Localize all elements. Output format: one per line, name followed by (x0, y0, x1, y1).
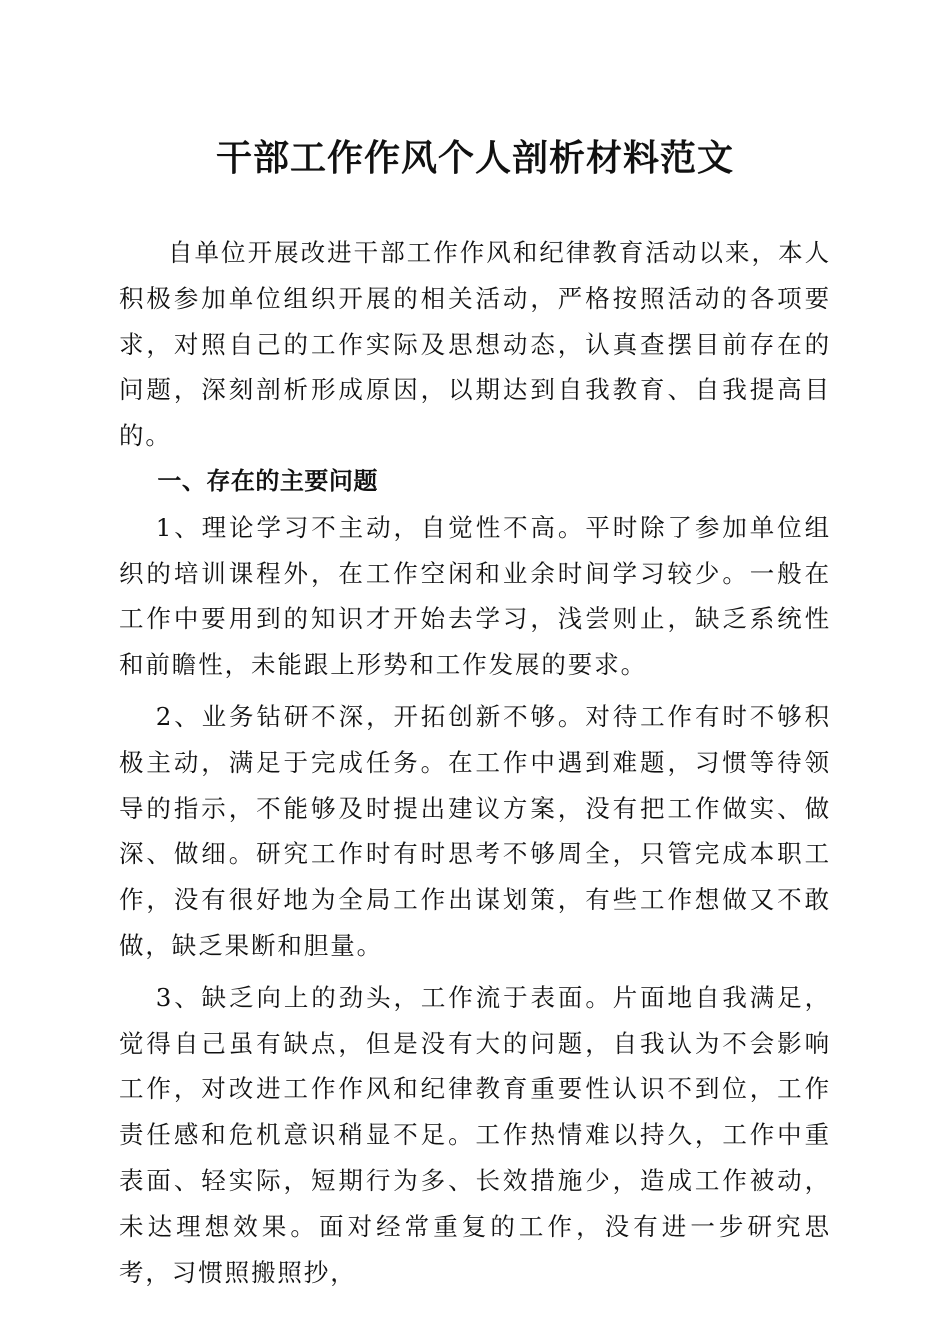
problem-item-1: 1、理论学习不主动，自觉性不高。平时除了参加单位组织的培训课程外，在工作空闲和业余时间学习较少。一般在工作中要用到的知识才开始去学习，浅尝则止，缺乏系统性和前瞻性，未能跟上形势和工作发展的要求。 (119, 512, 831, 680)
problem-item-3: 3、缺乏向上的劲头，工作流于表面。片面地自我满足，觉得自己虽有缺点，但是没有大的问题，自我认为不会影响工作，对改进工作作风和纪律教育重要性认识不到位，工作责任感和危机意识稍显不足。工作热情难以持久，工作中重表面、轻实际，短期行为多、长效措施少，造成工作被动，未达理想效果。面对经常重复的工作，没有进一步研究思考，习惯照搬照抄， (119, 982, 831, 1287)
document-title: 干部工作作风个人剖析材料范文 (215, 137, 734, 179)
intro-paragraph: 自单位开展改进干部工作作风和纪律教育活动以来，本人积极参加单位组织开展的相关活动，严格按照活动的各项要求，对照自己的工作实际及思想动态，认真查摆目前存在的问题，深刻剖析形成原因，以期达到自我教育、自我提高目的。 (119, 238, 831, 451)
problem-item-2: 2、业务钻研不深，开拓创新不够。对待工作有时不够积极主动，满足于完成任务。在工作中遇到难题，习惯等待领导的指示，不能够及时提出建议方案，没有把工作做实、做深、做细。研究工作时有时思考不够周全，只管完成本职工作，没有很好地为全局工作出谋划策，有些工作想做又不敢做，缺乏果断和胆量。 (119, 701, 831, 960)
document-body (119, 230, 831, 1295)
section-heading: 一、存在的主要问题 (157, 466, 378, 495)
